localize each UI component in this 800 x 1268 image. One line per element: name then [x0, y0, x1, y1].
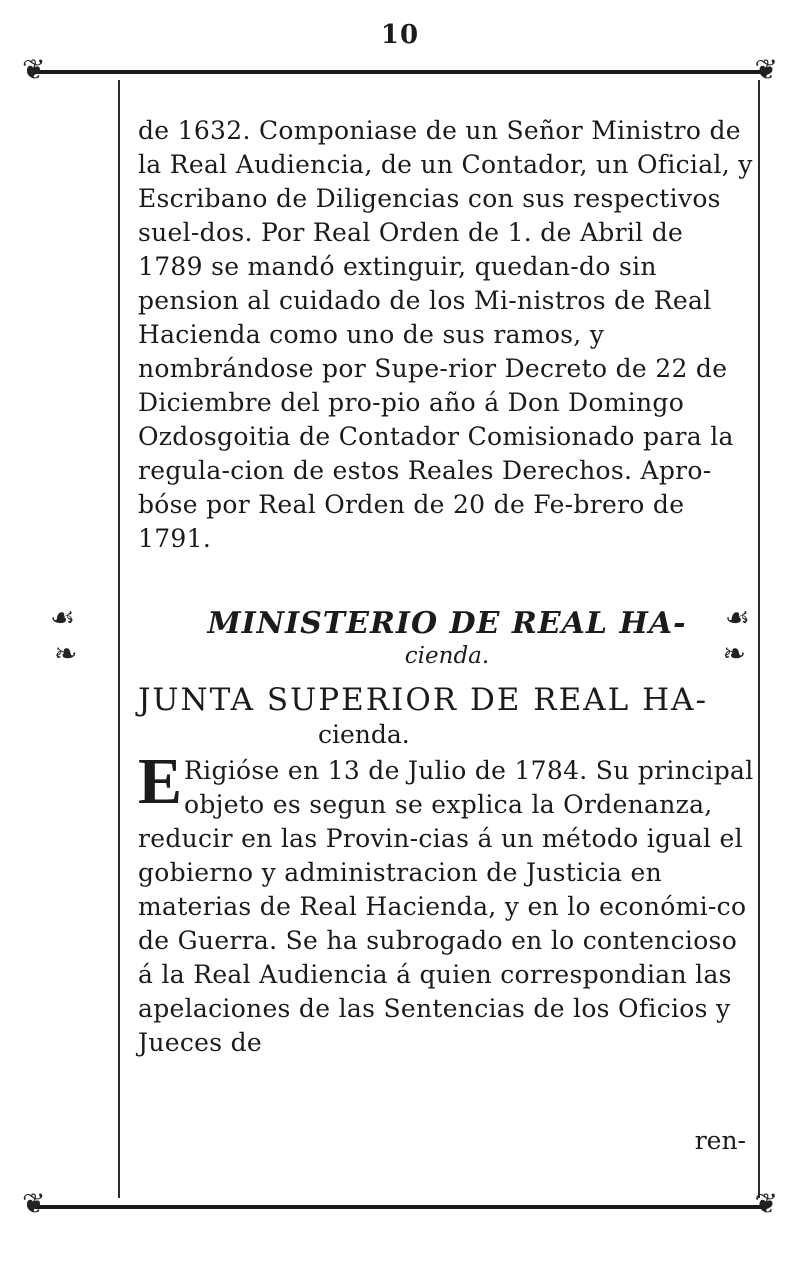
top-left-corner-ornament: ❦	[22, 53, 46, 86]
page-number: 10	[380, 20, 420, 50]
right-border-line	[758, 80, 760, 1198]
junta-heading: JUNTA SUPERIOR DE REAL HA-	[138, 682, 708, 718]
ministry-title-continuation: cienda.	[404, 643, 490, 669]
left-side-ornament-top: ☙	[50, 601, 76, 634]
bottom-rule	[34, 1205, 766, 1209]
left-border-line	[118, 80, 120, 1198]
bottom-right-corner-ornament: ❦	[754, 1187, 778, 1220]
intro-paragraph: de 1632. Componiase de un Señor Ministro de la Real Audiencia, de un Contador, un Oficial, y Escribano de Diligencias con sus respectivos suel-dos. Por Real Orden de 1. de Abril de 1789 se mandó extinguir, quedan-do sin pension al cuidado de los Mi-nistros de Real Hacienda como uno de sus ramos, y nombrándose por Supe-rior Decreto de 22 de Diciembre del pro-pio año á Don Domingo Ozdosgoitia de Contador Comisionado para la regula-cion de estos Reales Derechos. Apro-bóse por Real Orden de 20 de Fe-brero de 1791.	[138, 116, 753, 553]
bottom-left-corner-ornament: ❦	[22, 1187, 46, 1220]
junta-body	[138, 745, 756, 1060]
right-side-ornament-bottom: ❧	[722, 637, 746, 670]
drop-cap: E	[138, 745, 183, 818]
junta-paragraph: Rigióse en 13 de Julio de 1784. Su principal objeto es segun se explica la Ordenanza, reducir en las Provin-cias á un método igual el gobierno y administracion de Justicia en materias de Real Hacienda, y en lo económi-co de Guerra. Se ha subrogado en lo contencioso á la Real Audiencia á quien correspondian las apelaciones de las Sentencias de los Oficios y Jueces de	[138, 756, 754, 1057]
right-side-ornament-top: ☙	[724, 601, 750, 634]
catchword: ren-	[694, 1126, 746, 1155]
ministry-title: MINISTERIO DE REAL HA-	[207, 606, 687, 641]
top-right-corner-ornament: ❦	[754, 53, 778, 86]
page-content	[138, 114, 756, 1060]
junta-heading-continuation: cienda.	[318, 720, 410, 749]
left-side-ornament-bottom: ❧	[54, 637, 78, 670]
top-rule	[34, 70, 766, 74]
